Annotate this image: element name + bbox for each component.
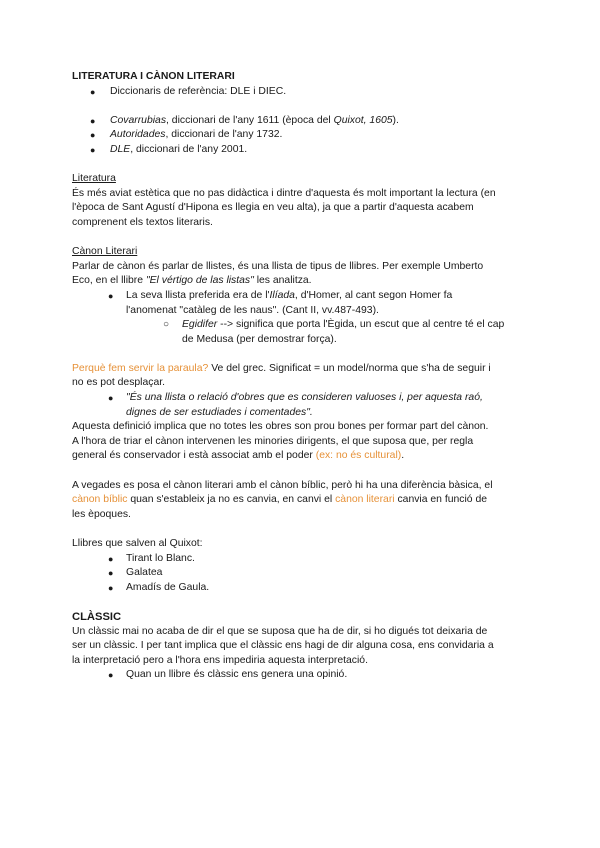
section-heading-canon: Cànon Literari xyxy=(72,246,138,258)
document-body xyxy=(72,70,532,683)
paragraph: Parlar de cànon és parlar de llistes, és una llista de tipus de llibres. Per exemple Umberto xyxy=(72,260,484,272)
list-item: ● Amadís de Gaula. xyxy=(72,581,532,596)
paragraph: comprenent els textos literaris. xyxy=(72,216,213,228)
list-item: ○ Egidifer --> significa que porta l'Ègida, un escut que al centre té el cap de Medusa (per demostrar força). xyxy=(163,319,505,345)
list-item: ● "És una llista o relació d'obres que es consideren valuoses i, per aquesta raó, dignes de ser estudiades i comentades". xyxy=(108,392,483,418)
list-item: ● DLE, diccionari de l'any 2001. xyxy=(72,143,532,158)
paragraph: les èpoques. xyxy=(72,508,131,520)
bullet-icon: ● xyxy=(108,582,114,593)
paragraph: Perquè fem servir la paraula? Ve del grec. Significat = un model/norma que s'ha de seguir i xyxy=(72,362,491,374)
paragraph: A vegades es posa el cànon literari amb el cànon bíblic, però hi ha una diferència bàsica, el xyxy=(72,479,493,491)
list-item: ● Diccionaris de referència: DLE i DIEC. xyxy=(72,85,532,100)
bullet-icon: ● xyxy=(90,144,96,155)
list-item: ● Quan un llibre és clàssic ens genera una opinió. xyxy=(72,668,532,683)
bullet-icon: ● xyxy=(108,568,114,579)
paragraph: Un clàssic mai no acaba de dir el que se suposa que ha de dir, si ho digués tot deixaria de xyxy=(72,625,488,637)
sub-bullet-icon: ○ xyxy=(163,319,170,331)
section-heading-classic: CLÀSSIC xyxy=(72,610,122,623)
bullet-icon: ● xyxy=(90,130,96,141)
paragraph: És més aviat estètica que no pas didàctica i dintre d'aquesta és molt important la lectura (en xyxy=(72,187,496,199)
bullet-icon: ● xyxy=(108,290,114,301)
bullet-icon: ● xyxy=(90,115,96,126)
paragraph: la interpretació pero a l'hora ens impediria aquesta interpretació. xyxy=(72,654,368,666)
paragraph: Llibres que salven al Quixot: xyxy=(72,538,203,549)
list-item: ● Tirant lo Blanc. xyxy=(72,552,532,567)
paragraph: A l'hora de triar el cànon intervenen les minories dirigents, el que suposa que, per regla xyxy=(72,435,474,447)
bullet-icon: ● xyxy=(108,670,114,681)
paragraph: l'època de Sant Agustí d'Hipona es llegia en veu alta), ja que a partir d'aquesta acabem xyxy=(72,202,474,214)
paragraph: Aquesta definició implica que no totes les obres son prou bones per formar part del cànon. xyxy=(72,421,489,433)
list-item: ● Autoridades, diccionari de l'any 1732. xyxy=(72,128,532,143)
list-item: ● La seva llista preferida era de l'Ilíada, d'Homer, al cant segon Homer fa l'anomenat "catàleg de les naus". (Cant II, vv.487-493). xyxy=(108,289,453,316)
section-heading-literatura: Literatura xyxy=(72,173,116,185)
question-highlight: Perquè fem servir la paraula? xyxy=(72,362,209,374)
paragraph: general és conservador i està associat amb el poder (ex: no és cultural). xyxy=(72,450,405,462)
paragraph: Eco, en el llibre "El vértigo de las listas" les analitza. xyxy=(72,275,312,287)
paragraph: no es pot desplaçar. xyxy=(72,377,166,389)
list-item: ● Galatea xyxy=(72,566,532,581)
list-item: ● Covarrubias, diccionari de l'any 1611 (època del Quixot, 1605). xyxy=(72,114,532,129)
bullet-icon: ● xyxy=(108,393,114,404)
bullet-icon: ● xyxy=(108,553,114,564)
paragraph: cànon bíblic quan s'estableix ja no es canvia, en canvi el cànon literari canvia en funció de xyxy=(72,494,488,506)
paragraph: ser un clàssic. I per tant implica que el clàssic ens hagi de dir alguna cosa, ens convidaria a xyxy=(72,640,494,652)
document-title: LITERATURA I CÀNON LITERARI xyxy=(72,71,235,82)
bullet-icon: ● xyxy=(90,86,96,97)
